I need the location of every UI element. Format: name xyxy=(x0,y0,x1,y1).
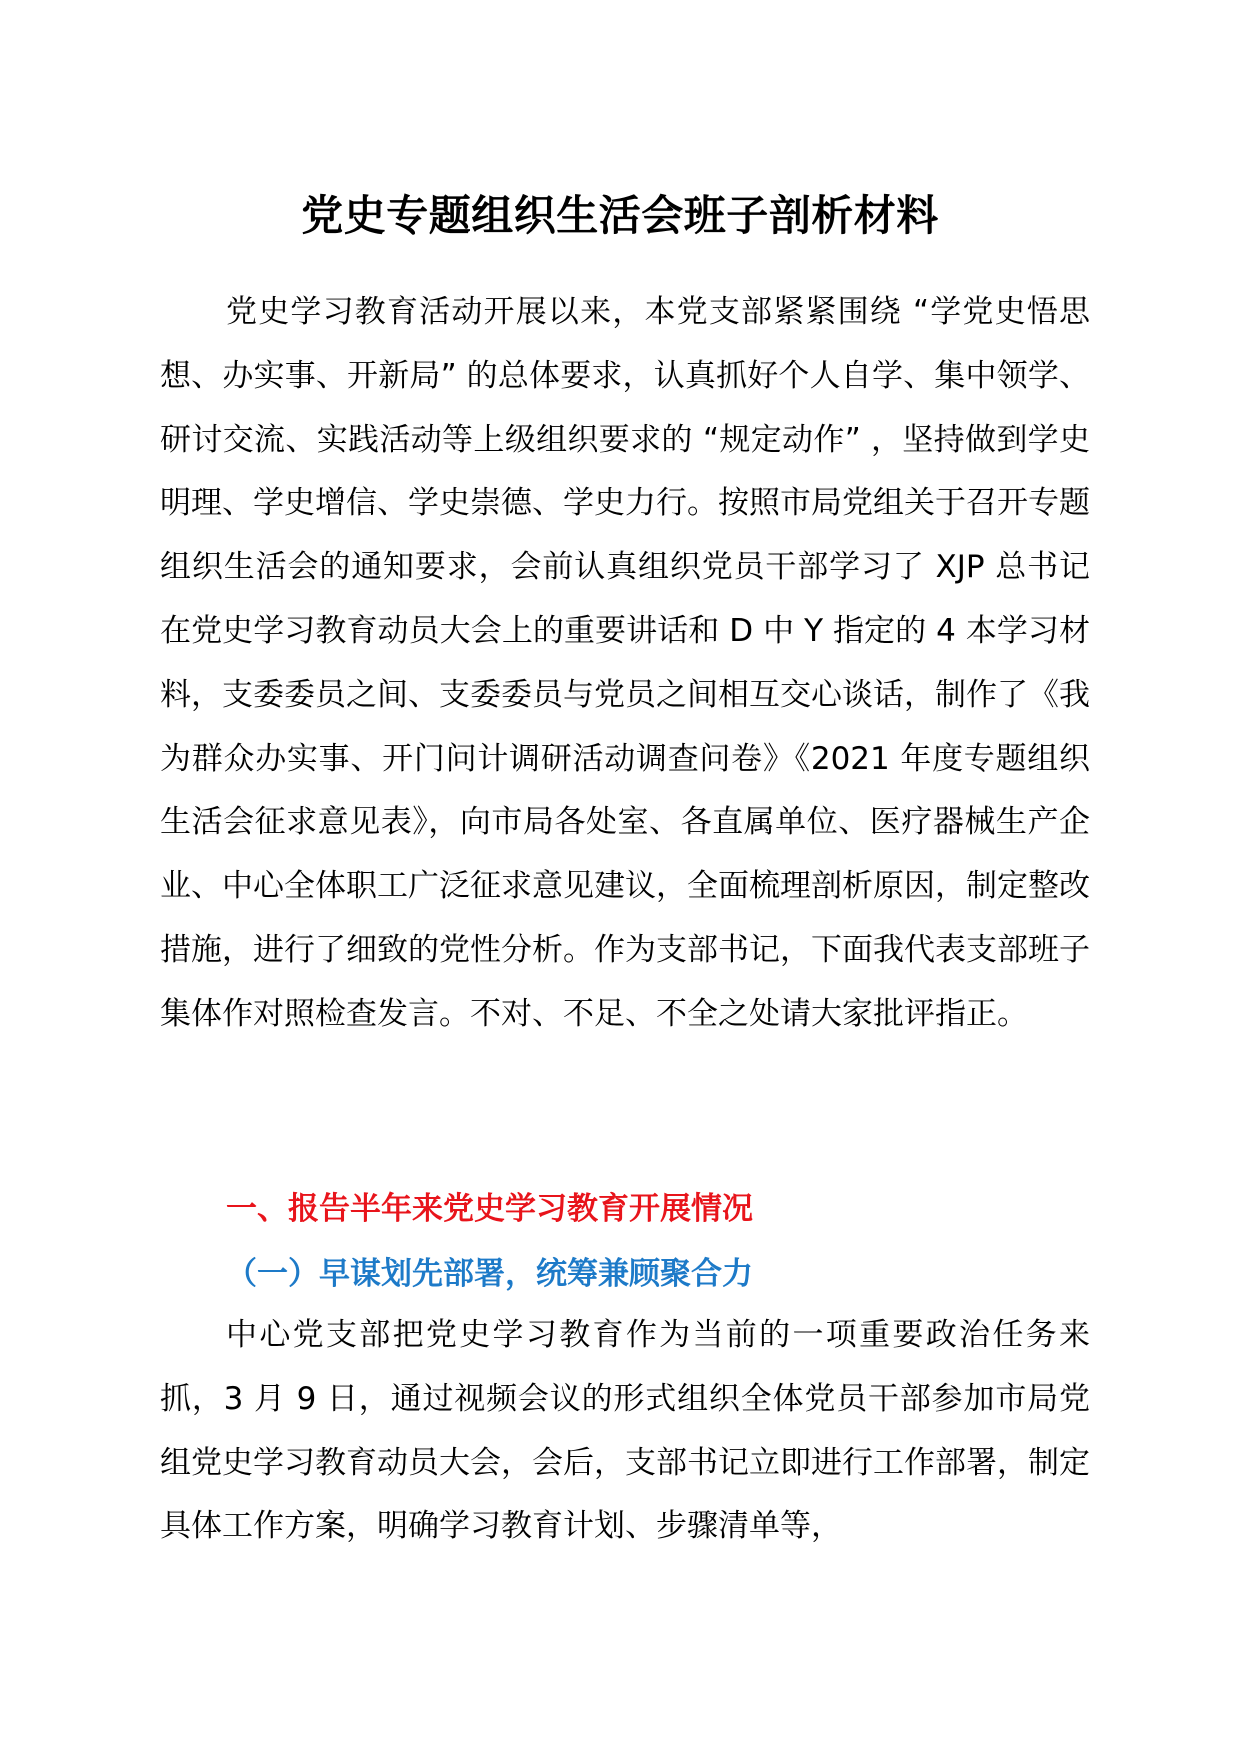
intro-paragraph: 党史学习教育活动开展以来，本党支部紧紧围绕 “学党史悟思想、办实事、开新局” 的总体要求，认真抓好个人自学、集中领学、研讨交流、实践活动等上级组织要求的 “规定动作” ，坚持做到学史明理、学史增信、学史崇德、学史力行。按照市局党组关于召开专题组织生活会的通知要求，会前认真组织党员干部学习了 XJP 总书记在党史学习教育动员大会上的重要讲话和 D 中 Y 指定的 4 本学习材料，支委委员之间、支委委员与党员之间相互交心谈话，制作了《我为群众办实事、开门问计调研活动调查问卷》《2021 年度专题组织生活会征求意见表》，向市局各处室、各直属单位、医疗器械生产企业、中心全体职工广泛征求意见建议，全面梳理剖析原因，制定整改措施，进行了细致的党性分析。作为支部书记，下面我代表支部班子集体作对照检查发言。不对、不足、不全之处请大家批评指正。 xyxy=(160,294,1090,1032)
body-paragraph: 中心党支部把党史学习教育作为当前的一项重要政治任务来抓，3 月 9 日，通过视频会议的形式组织全体党员干部参加市局党组党史学习教育动员大会，会后，支部书记立即进行工作部署，制定具体工作方案，明确学习教育计划、步骤清单等， xyxy=(160,1317,1090,1545)
section-heading: 一、报告半年来党史学习教育开展情况 xyxy=(226,1191,753,1227)
document-title: 党史专题组织生活会班子剖析材料 xyxy=(301,191,939,240)
subsection-heading: （一）早谋划先部署，统筹兼顾聚合力 xyxy=(226,1256,753,1292)
